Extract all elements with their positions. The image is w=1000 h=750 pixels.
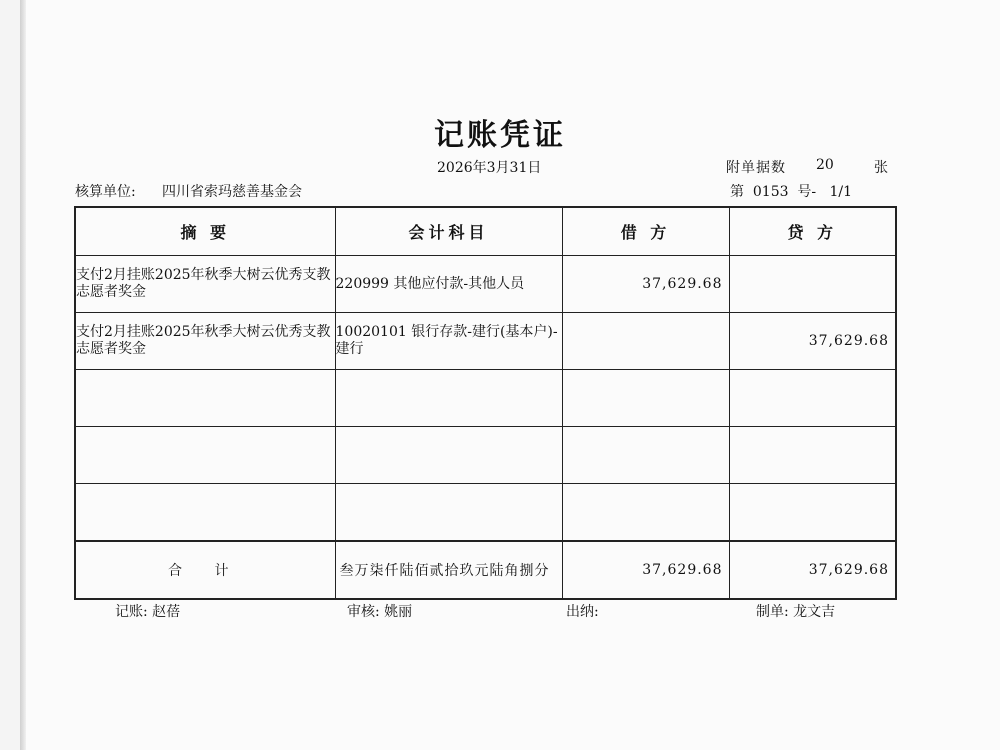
voucher-date: 2026年3月31日 bbox=[437, 160, 542, 176]
accounting-unit-name: 四川省索玛慈善基金会 bbox=[162, 184, 302, 200]
row-summary: 支付2月挂账2025年秋季大树云优秀支教志愿者奖金 bbox=[75, 256, 335, 313]
total-amount-words: 叁万柒仟陆佰贰拾玖元陆角捌分 bbox=[335, 541, 562, 599]
voucher-table bbox=[74, 206, 897, 600]
header-summary: 摘 要 bbox=[75, 207, 335, 256]
row-credit: 37,629.68 bbox=[729, 313, 896, 370]
row-debit bbox=[562, 427, 729, 484]
total-debit: 37,629.68 bbox=[562, 541, 729, 599]
row-credit bbox=[729, 484, 896, 542]
row-account bbox=[335, 370, 562, 427]
attachment-label: 附单据数 bbox=[726, 160, 786, 176]
bookkeeper-signature: 记账: 赵蓓 bbox=[115, 604, 181, 620]
attachment-count: 20 bbox=[816, 157, 834, 173]
row-account: 220999 其他应付款-其他人员 bbox=[335, 256, 562, 313]
header-debit: 借 方 bbox=[562, 207, 729, 256]
voucher-number: 第 0153 号- 1/1 bbox=[730, 184, 853, 200]
voucher-title: 记账凭证 bbox=[434, 118, 566, 153]
row-debit bbox=[562, 484, 729, 542]
total-row bbox=[75, 541, 896, 599]
attachment-unit: 张 bbox=[874, 160, 888, 176]
row-debit bbox=[562, 370, 729, 427]
table-row bbox=[75, 484, 896, 542]
table-row bbox=[75, 256, 896, 313]
row-debit: 37,629.68 bbox=[562, 256, 729, 313]
total-label-text: 合 计 bbox=[168, 563, 243, 579]
row-summary bbox=[75, 427, 335, 484]
row-summary: 支付2月挂账2025年秋季大树云优秀支教志愿者奖金 bbox=[75, 313, 335, 370]
cashier-signature: 出纳: bbox=[566, 604, 599, 620]
row-account: 10020101 银行存款-建行(基本户)-建行 bbox=[335, 313, 562, 370]
row-credit bbox=[729, 256, 896, 313]
table-row bbox=[75, 313, 896, 370]
header-credit: 贷 方 bbox=[729, 207, 896, 256]
accounting-unit-label: 核算单位: bbox=[75, 184, 136, 200]
row-credit bbox=[729, 427, 896, 484]
table-row bbox=[75, 370, 896, 427]
total-credit: 37,629.68 bbox=[729, 541, 896, 599]
table-row bbox=[75, 427, 896, 484]
row-debit bbox=[562, 313, 729, 370]
total-label bbox=[75, 541, 335, 599]
row-account bbox=[335, 484, 562, 542]
table-header-row bbox=[75, 207, 896, 256]
row-summary bbox=[75, 484, 335, 542]
preparer-signature: 制单: 龙文吉 bbox=[756, 604, 836, 620]
row-summary bbox=[75, 370, 335, 427]
row-account bbox=[335, 427, 562, 484]
header-account: 会计科目 bbox=[335, 207, 562, 256]
row-credit bbox=[729, 370, 896, 427]
reviewer-signature: 审核: 姚丽 bbox=[347, 604, 413, 620]
